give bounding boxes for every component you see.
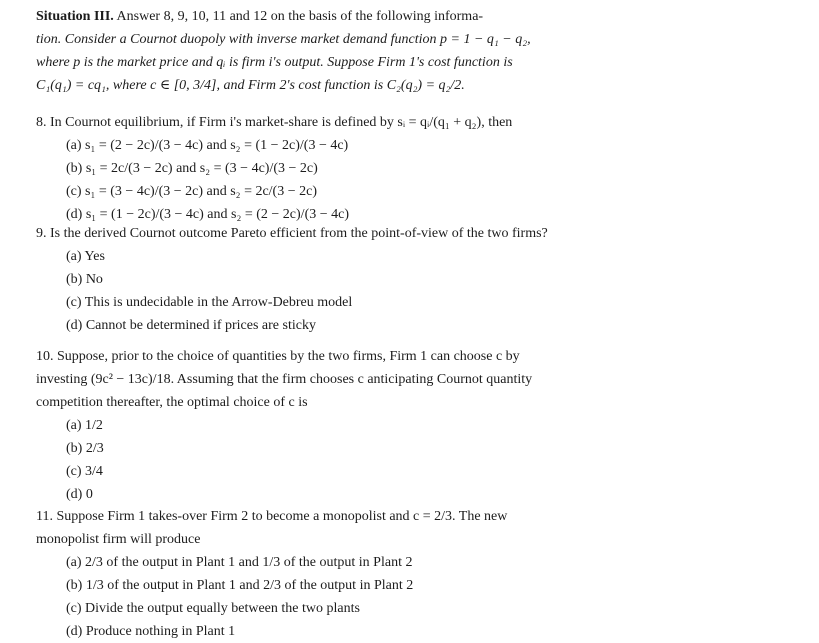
intro-line: where p is the market price and qᵢ is firm i's output. Suppose Firm 1's cost function is	[36, 55, 513, 70]
question-10-stem: investing (9c² − 13c)/18. Assuming that the firm chooses c anticipating Cournot quantity	[36, 372, 533, 387]
question-8-option-b: (b) s₁ = 2c/(3 − 2c) and s₂ = (3 − 4c)/(3 − 2c)	[66, 161, 318, 176]
question-11-option-a: (a) 2/3 of the output in Plant 1 and 1/3 of the output in Plant 2	[66, 555, 413, 570]
question-11-stem: monopolist firm will produce	[36, 532, 201, 547]
intro-line	[36, 5, 596, 28]
question-9-option-d: (d) Cannot be determined if prices are sticky	[66, 318, 316, 333]
question-11	[36, 505, 596, 643]
situation-instruction: Answer 8, 9, 10, 11 and 12 on the basis of the following informa-	[113, 9, 484, 24]
question-10-option-b: (b) 2/3	[66, 441, 104, 456]
question-11-option-d: (d) Produce nothing in Plant 1	[66, 624, 236, 639]
question-9-stem: 9. Is the derived Cournot outcome Pareto efficient from the point-of-view of the two firms?	[36, 226, 548, 241]
question-11-option-b: (b) 1/3 of the output in Plant 1 and 2/3 of the output in Plant 2	[66, 578, 414, 593]
question-8-option-c: (c) s₁ = (3 − 4c)/(3 − 2c) and s₂ = 2c/(3 − 2c)	[66, 184, 317, 199]
question-10-option-c: (c) 3/4	[66, 464, 103, 479]
question-9-option-a: (a) Yes	[66, 249, 105, 264]
question-10-option-d: (d) 0	[66, 487, 93, 502]
question-8-stem: 8. In Cournot equilibrium, if Firm i's market-share is defined by sᵢ = qᵢ/(q₁ + q₂), then	[36, 115, 513, 130]
question-8	[36, 111, 596, 226]
question-8-option-d: (d) s₁ = (1 − 2c)/(3 − 4c) and s₂ = (2 − 2c)/(3 − 4c)	[66, 207, 350, 222]
question-9-option-b: (b) No	[66, 272, 103, 287]
question-10	[36, 345, 596, 506]
question-9-option-c: (c) This is undecidable in the Arrow-Debreu model	[66, 295, 353, 310]
question-11-stem: 11. Suppose Firm 1 takes-over Firm 2 to become a monopolist and c = 2/3. The new	[36, 509, 508, 524]
intro-line: C₁(q₁) = cq₁, where c ∈ [0, 3/4], and Firm 2's cost function is C₂(q₂) = q₂/2.	[36, 78, 465, 93]
question-8-option-a: (a) s₁ = (2 − 2c)/(3 − 4c) and s₂ = (1 − 2c)/(3 − 4c)	[66, 138, 349, 153]
question-10-option-a: (a) 1/2	[66, 418, 103, 433]
question-10-stem: competition thereafter, the optimal choice of c is	[36, 395, 308, 410]
situation-intro	[36, 5, 596, 97]
intro-line: tion. Consider a Cournot duopoly with inverse market demand function p = 1 − q₁ − q₂,	[36, 32, 531, 47]
question-9	[36, 222, 596, 337]
question-11-option-c: (c) Divide the output equally between the two plants	[66, 601, 360, 616]
question-10-stem: 10. Suppose, prior to the choice of quantities by the two firms, Firm 1 can choose c by	[36, 349, 520, 364]
situation-label: Situation III.	[36, 9, 114, 24]
